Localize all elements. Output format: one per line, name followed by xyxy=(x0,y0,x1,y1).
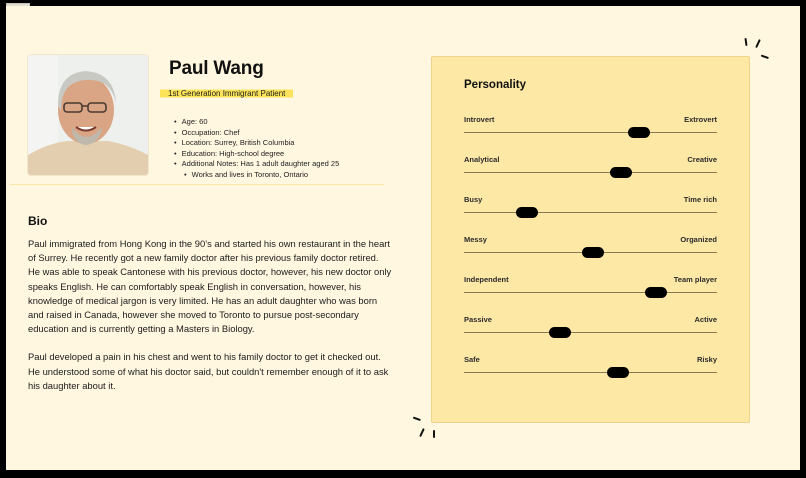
trait-slider-busy xyxy=(464,195,717,225)
fact-additional-notes: • Additional Notes: Has 1 adult daughter aged 25 xyxy=(174,159,339,170)
personality-panel xyxy=(431,56,750,423)
trait-slider-passive xyxy=(464,315,717,345)
trait-right-label: Time rich xyxy=(683,195,717,204)
bio-paragraph: Paul developed a pain in his chest and went to his family doctor to get it checked out. He understood some of what his doctor said, but couldn't remember enough of it to ask his daughter about it. xyxy=(28,351,389,391)
sparkle-mark-icon xyxy=(433,430,435,438)
trait-slider-independent xyxy=(464,275,717,305)
fact-occupation: • Occupation: Chef xyxy=(174,128,339,139)
portrait-image xyxy=(28,55,148,175)
trait-right-label: Team player xyxy=(673,275,717,284)
trait-left-label: Safe xyxy=(464,355,480,364)
trait-left-label: Independent xyxy=(464,275,509,284)
personality-heading: Personality xyxy=(464,79,526,91)
profile-photo xyxy=(28,55,148,175)
slider-track[interactable] xyxy=(464,212,717,213)
trait-left-label: Messy xyxy=(464,235,487,244)
trait-left-label: Passive xyxy=(464,315,492,324)
persona-facts-list xyxy=(174,117,339,180)
trait-left-label: Busy xyxy=(464,195,483,204)
slider-track[interactable] xyxy=(464,172,717,173)
trait-right-label: Organized xyxy=(680,235,717,244)
slider-track[interactable] xyxy=(464,372,717,373)
trait-slider-analytical xyxy=(464,155,717,185)
trait-right-label: Creative xyxy=(687,155,717,164)
section-divider xyxy=(10,184,384,185)
slider-thumb[interactable] xyxy=(607,367,629,378)
trait-left-label: Analytical xyxy=(464,155,500,164)
trait-slider-messy xyxy=(464,235,717,265)
trait-slider-safe xyxy=(464,355,717,385)
fact-sub-note: • Works and lives in Toronto, Ontario xyxy=(174,170,339,181)
bio-paragraph: Paul immigrated from Hong Kong in the 90’s and started his own restaurant in the heart of Surrey. He recently got a new family doctor after his previous family doctor retired. He was able to speak Cantonese with his previous doctor, however, his new doctor only speaks English. He can comfortably speak English in conversation, however, his knowledge of medical jargon is very limited. He has an adult daughter who was born and raised in Canada, however she moved to Toronto to pursue post-secondary education and is currently getting a Masters in Biology. xyxy=(28,238,392,335)
trait-slider-introvert xyxy=(464,115,717,145)
slider-thumb[interactable] xyxy=(645,287,667,298)
bio-heading: Bio xyxy=(28,214,48,228)
fact-location: • Location: Surrey, British Columbia xyxy=(174,138,339,149)
fact-age: • Age: 60 xyxy=(174,117,339,128)
slider-thumb[interactable] xyxy=(516,207,538,218)
slider-thumb[interactable] xyxy=(610,167,632,178)
trait-left-label: Introvert xyxy=(464,115,495,124)
slider-track[interactable] xyxy=(464,132,717,133)
trait-right-label: Risky xyxy=(696,355,717,364)
trait-right-label: Extrovert xyxy=(684,115,717,124)
slider-track[interactable] xyxy=(464,292,717,293)
bio-text xyxy=(28,237,392,407)
trait-right-label: Active xyxy=(694,315,717,324)
slider-thumb[interactable] xyxy=(628,127,650,138)
slider-thumb[interactable] xyxy=(549,327,571,338)
persona-name: Paul Wang xyxy=(169,58,264,79)
slider-track[interactable] xyxy=(464,332,717,333)
persona-tag-highlight: 1st Generation Immigrant Patient xyxy=(160,88,293,99)
slider-thumb[interactable] xyxy=(582,247,604,258)
fact-education: • Education: High-school degree xyxy=(174,149,339,160)
